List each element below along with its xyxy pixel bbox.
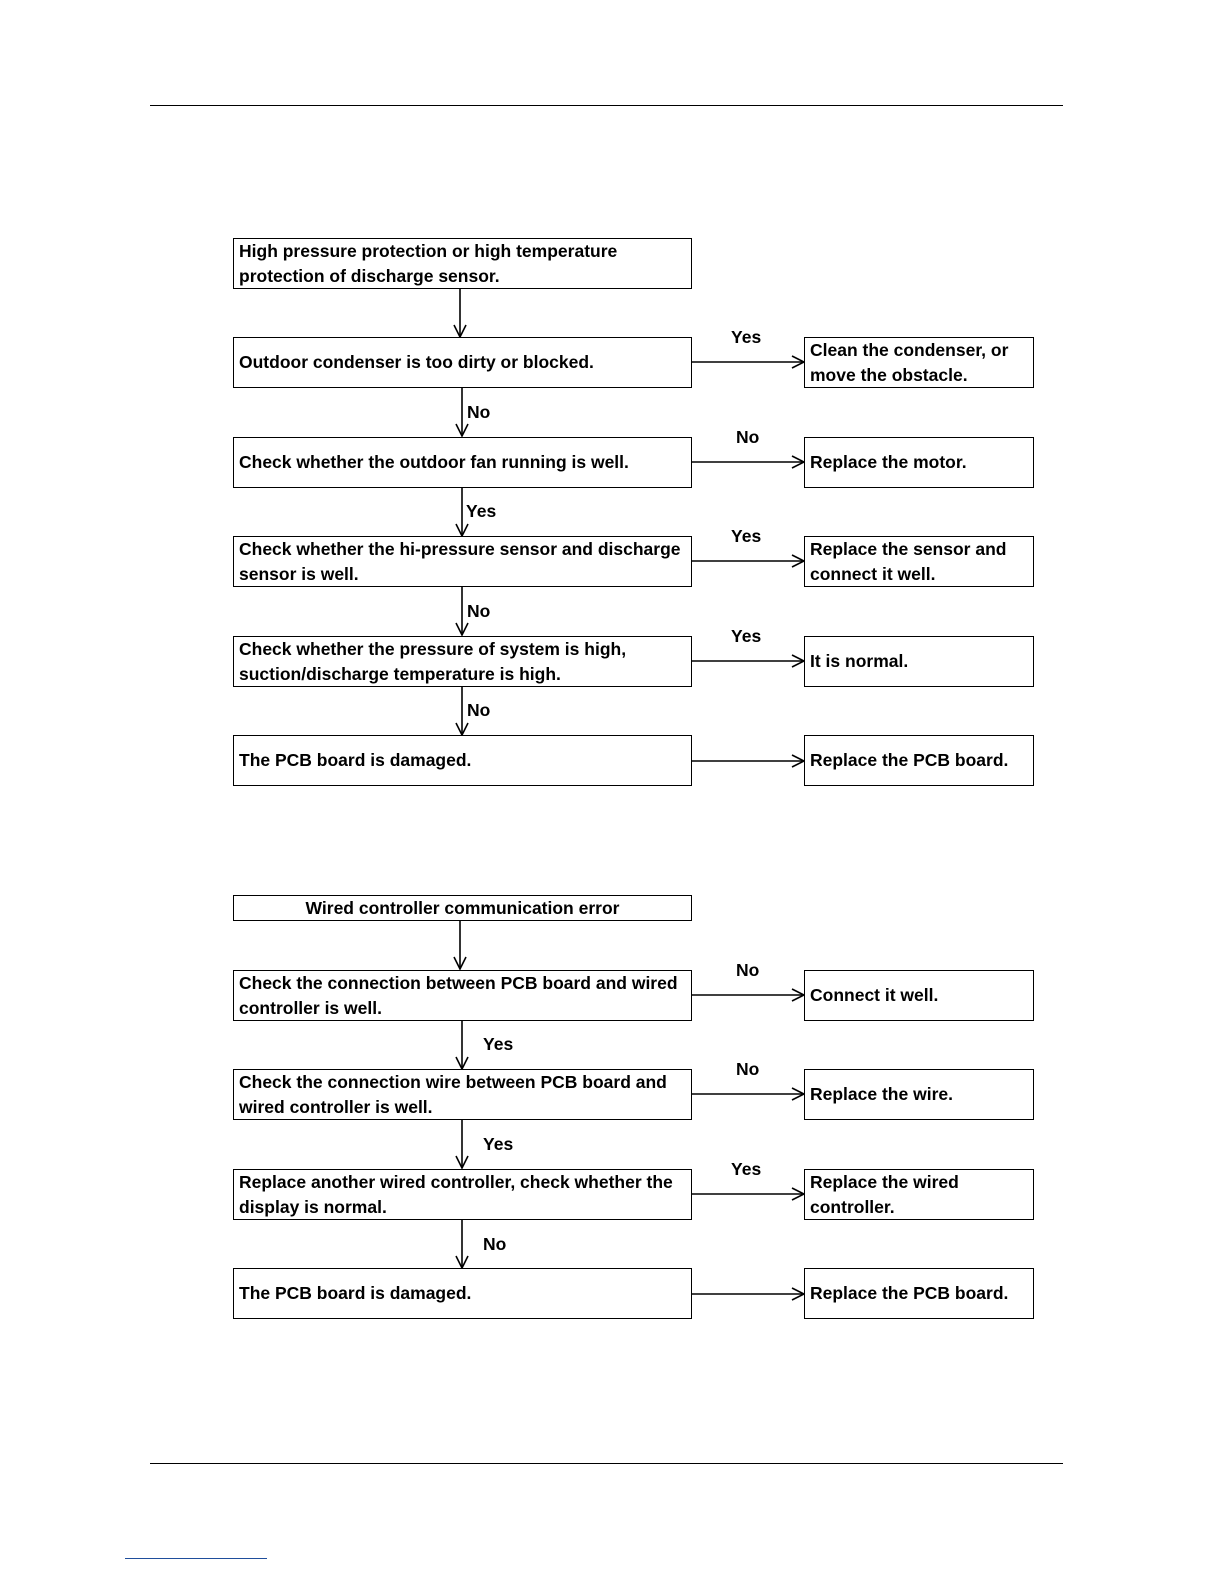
fc1-action-box-4: It is normal.	[804, 636, 1034, 687]
fc1-question-box-2: Check whether the outdoor fan running is well.	[233, 437, 692, 488]
fc1-question-box-4: Check whether the pressure of system is high, suction/discharge temperature is high.	[233, 636, 692, 687]
fc2-down-label-2: Yes	[483, 1134, 514, 1154]
fc1-down-label-4: No	[467, 700, 491, 720]
fc2-action-box-1: Connect it well.	[804, 970, 1034, 1021]
fc1-action-box-5: Replace the PCB board.	[804, 735, 1034, 786]
fc2-question-box-1: Check the connection between PCB board and wired controller is well.	[233, 970, 692, 1021]
fc1-question-box-1: Outdoor condenser is too dirty or blocked.	[233, 337, 692, 388]
fc2-question-box-3: Replace another wired controller, check whether the display is normal.	[233, 1169, 692, 1220]
fc1-down-label-2: Yes	[466, 501, 497, 521]
fc1-action-box-2: Replace the motor.	[804, 437, 1034, 488]
fc1-question-box-5: The PCB board is damaged.	[233, 735, 692, 786]
fc1-start-text: High pressure protection or high temperature protection of discharge sensor.	[239, 240, 618, 286]
fc2-start-box	[233, 895, 692, 921]
fc1-down-label-1: No	[467, 402, 491, 422]
fc2-action-box-4: Replace the PCB board.	[804, 1268, 1034, 1319]
fc2-down-label-1: Yes	[483, 1034, 514, 1054]
fc1-down-label-3: No	[467, 601, 491, 621]
fc2-start-text: Wired controller communication error	[305, 897, 620, 918]
fc1-question-box-3: Check whether the hi-pressure sensor and discharge sensor is well.	[233, 536, 692, 587]
fc2-question-box-2: Check the connection wire between PCB board and wired controller is well.	[233, 1069, 692, 1120]
fc1-action-box-1: Clean the condenser, or move the obstacle.	[804, 337, 1034, 388]
fc1-side-label-4: Yes	[731, 626, 762, 646]
fc2-action-box-3: Replace the wired controller.	[804, 1169, 1034, 1220]
fc2-side-label-3: Yes	[731, 1159, 762, 1179]
fc1-action-box-3: Replace the sensor and connect it well.	[804, 536, 1034, 587]
fc2-side-label-1: No	[736, 960, 760, 980]
fc2-action-box-2: Replace the wire.	[804, 1069, 1034, 1120]
fc1-start-box	[233, 238, 692, 289]
fc1-side-label-1: Yes	[731, 327, 762, 347]
fc2-down-label-3: No	[483, 1234, 507, 1254]
fc1-side-label-2: No	[736, 427, 760, 447]
fc1-side-label-3: Yes	[731, 526, 762, 546]
fc2-side-label-2: No	[736, 1059, 760, 1079]
fc2-question-box-4: The PCB board is damaged.	[233, 1268, 692, 1319]
